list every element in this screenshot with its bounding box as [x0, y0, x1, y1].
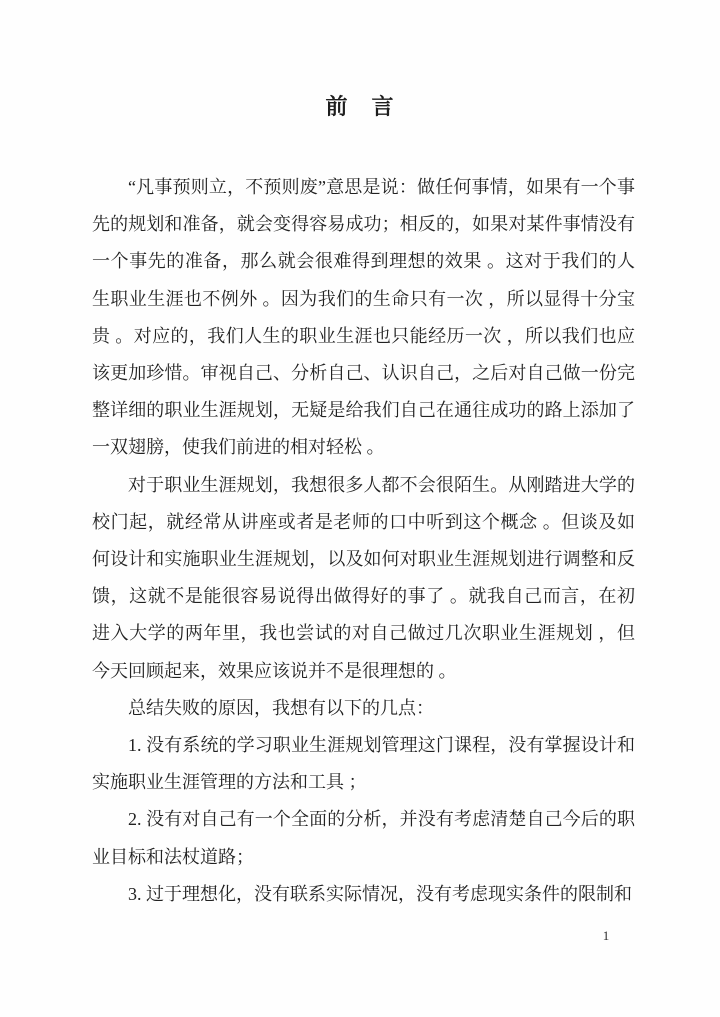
paragraph-reason-3: 3. 过于理想化，没有联系实际情况，没有考虑现实条件的限制和	[128, 883, 632, 904]
paragraph-failure-summary: 总结失败的原因，我想有以下的几点：	[128, 697, 434, 718]
paragraph-reason-2: 2. 没有对自己有一个全面的分析，并没有考虑清楚自己今后的职业目标和法杖道路；	[92, 809, 635, 867]
paragraph-reason-1: 1. 没有系统的学习职业生涯规划管理这门课程，没有掌握设计和实施职业生涯管理的方法和工具 ；	[92, 735, 635, 793]
document-title: 前 言	[325, 94, 395, 119]
paragraph-intro: “凡事预则立，不预则废”意思是说：做任何事情，如果有一个事先的规划和准备，就会变得容易成功；相反的，如果对某件事情没有一个事先的准备，那么就会很难得到理想的效果 。这对于我们的人生职业生涯也不例外 。因为我们的生命只有一次 ，所以显得十分宝贵 。对应的，我们人生的职业生涯也只能经历一次 ，所以我们也应该更加珍惜。审视自己、分析自己、认识自己，之后对自己做一份完整详细的职业生涯规划，无疑是给我们自己在通往成功的路上添加了一双翅膀，使我们前进的相对轻松 。	[92, 177, 635, 458]
paragraph-career-planning: 对于职业生涯规划，我想很多人都不会很陌生。从刚踏进大学的校门起，就经常从讲座或者是老师的口中听到这个概念 。但谈及如何设计和实施职业生涯规划，以及如何对职业生涯规划进行调整和反馈，这就不是能很容易说得出做得好的事了 。就我自己而言，在初进入大学的两年里，我也尝试的对自己做过几次职业生涯规划 ，但今天回顾起来，效果应该说并不是很理想的 。	[92, 474, 635, 681]
document-body	[92, 169, 635, 913]
page-number: 1	[602, 928, 610, 943]
